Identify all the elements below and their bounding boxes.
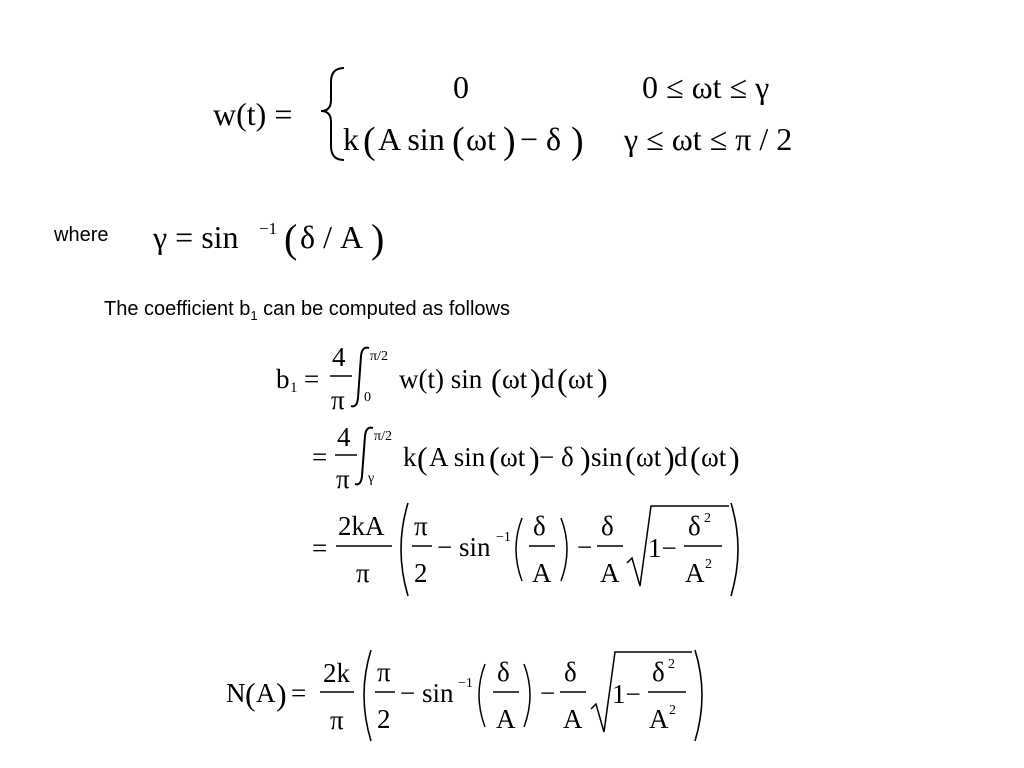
svg-text:−1: −1 — [259, 219, 278, 238]
svg-text:A: A — [600, 558, 620, 588]
svg-text:A: A — [532, 558, 552, 588]
svg-text:δ: δ — [601, 511, 614, 541]
svg-text:ωt: ωt — [701, 442, 727, 472]
svg-text:δ: δ — [533, 511, 546, 541]
where-label: where — [54, 224, 109, 246]
svg-text:=: = — [291, 678, 307, 708]
svg-text:− sin: − sin — [400, 678, 454, 708]
svg-text:− δ: − δ — [520, 121, 562, 157]
svg-text:δ / A: δ / A — [300, 219, 364, 255]
svg-text:ωt: ωt — [502, 364, 528, 394]
svg-text:(: ( — [690, 440, 701, 476]
svg-text:): ) — [276, 676, 287, 712]
svg-text:π: π — [330, 705, 344, 735]
svg-text:(: ( — [491, 362, 502, 398]
svg-text:0 ≤ ωt ≤ γ: 0 ≤ ωt ≤ γ — [642, 69, 770, 105]
svg-text:ωt: ωt — [500, 442, 526, 472]
equation-gamma-def — [152, 216, 384, 261]
svg-text:2: 2 — [377, 704, 391, 734]
svg-text:(: ( — [557, 362, 568, 398]
equation-b1-line1 — [276, 342, 608, 415]
svg-text:d: d — [541, 364, 555, 394]
svg-text:): ) — [571, 120, 584, 162]
svg-text:A sin: A sin — [378, 121, 445, 157]
svg-text:(: ( — [363, 120, 376, 162]
svg-text:A: A — [496, 704, 516, 734]
svg-text:4: 4 — [332, 342, 346, 372]
svg-text:): ) — [729, 440, 740, 476]
svg-text:=: = — [304, 364, 320, 394]
svg-text:2kA: 2kA — [338, 511, 385, 541]
svg-text:2: 2 — [669, 703, 676, 718]
svg-text:b: b — [276, 364, 290, 394]
equation-b1-line2 — [312, 422, 740, 494]
svg-text:−: − — [577, 532, 593, 562]
svg-text:δ: δ — [564, 657, 577, 687]
svg-text:0: 0 — [453, 69, 469, 105]
svg-text:=: = — [312, 442, 328, 472]
svg-text:1−: 1− — [612, 679, 641, 709]
svg-text:δ: δ — [688, 511, 701, 541]
svg-text:(: ( — [625, 440, 636, 476]
svg-text:): ) — [371, 216, 385, 261]
svg-text:π/2: π/2 — [370, 349, 388, 364]
equation-b1-line3 — [312, 503, 738, 596]
svg-text:=: = — [312, 533, 328, 563]
svg-text:k: k — [343, 121, 359, 157]
coefficient-subscript: 1 — [250, 308, 258, 323]
equation-piecewise-wt — [213, 68, 792, 162]
svg-text:π: π — [336, 464, 350, 494]
svg-text:δ: δ — [652, 657, 665, 687]
svg-text:ωt: ωt — [466, 121, 496, 157]
svg-text:− δ: − δ — [539, 442, 574, 472]
svg-text:γ ≤ ωt ≤ π / 2: γ ≤ ωt ≤ π / 2 — [624, 121, 793, 157]
svg-text:2: 2 — [668, 657, 675, 672]
svg-text:2: 2 — [704, 511, 711, 526]
svg-text:ωt: ωt — [636, 442, 662, 472]
svg-text:2k: 2k — [323, 658, 350, 688]
svg-text:(: ( — [245, 676, 256, 712]
svg-text:): ) — [597, 362, 608, 398]
svg-text:−1: −1 — [458, 676, 473, 691]
svg-text:2: 2 — [705, 557, 712, 572]
svg-text:−: − — [540, 678, 556, 708]
svg-text:): ) — [530, 362, 541, 398]
coefficient-text-after: can be computed as follows — [257, 298, 510, 320]
svg-text:(: ( — [284, 216, 298, 261]
svg-text:π: π — [414, 511, 428, 541]
svg-text:w(t) =: w(t) = — [213, 96, 293, 132]
svg-text:A sin: A sin — [429, 442, 486, 472]
svg-text:2: 2 — [414, 558, 428, 588]
svg-text:ωt: ωt — [568, 364, 594, 394]
svg-text:): ) — [580, 440, 591, 476]
svg-text:(: ( — [452, 120, 465, 162]
svg-text:− sin: − sin — [437, 532, 491, 562]
svg-text:k: k — [403, 442, 417, 472]
svg-text:(: ( — [417, 440, 428, 476]
svg-text:π/2: π/2 — [374, 429, 392, 444]
svg-text:δ: δ — [497, 657, 510, 687]
svg-text:π: π — [356, 558, 370, 588]
coefficient-text-before: The coefficient b — [104, 298, 251, 320]
svg-text:γ: γ — [368, 471, 375, 486]
svg-text:): ) — [664, 440, 675, 476]
svg-text:1−: 1− — [648, 533, 677, 563]
svg-text:w(t) sin: w(t) sin — [399, 364, 483, 394]
equation-NA — [226, 650, 702, 741]
svg-text:N: N — [226, 678, 246, 708]
svg-text:1: 1 — [290, 380, 298, 396]
svg-text:A: A — [685, 558, 705, 588]
svg-text:0: 0 — [364, 390, 371, 405]
svg-text:A: A — [256, 678, 276, 708]
svg-text:): ) — [503, 120, 516, 162]
svg-text:π: π — [331, 385, 345, 415]
svg-text:π: π — [377, 657, 391, 687]
svg-text:(: ( — [489, 440, 500, 476]
svg-text:d: d — [674, 442, 688, 472]
svg-text:−1: −1 — [496, 530, 511, 545]
svg-text:): ) — [529, 440, 540, 476]
svg-text:γ = sin: γ = sin — [153, 219, 239, 255]
svg-text:A: A — [649, 704, 669, 734]
svg-text:4: 4 — [337, 422, 351, 452]
svg-text:sin: sin — [591, 442, 623, 472]
svg-text:A: A — [563, 704, 583, 734]
